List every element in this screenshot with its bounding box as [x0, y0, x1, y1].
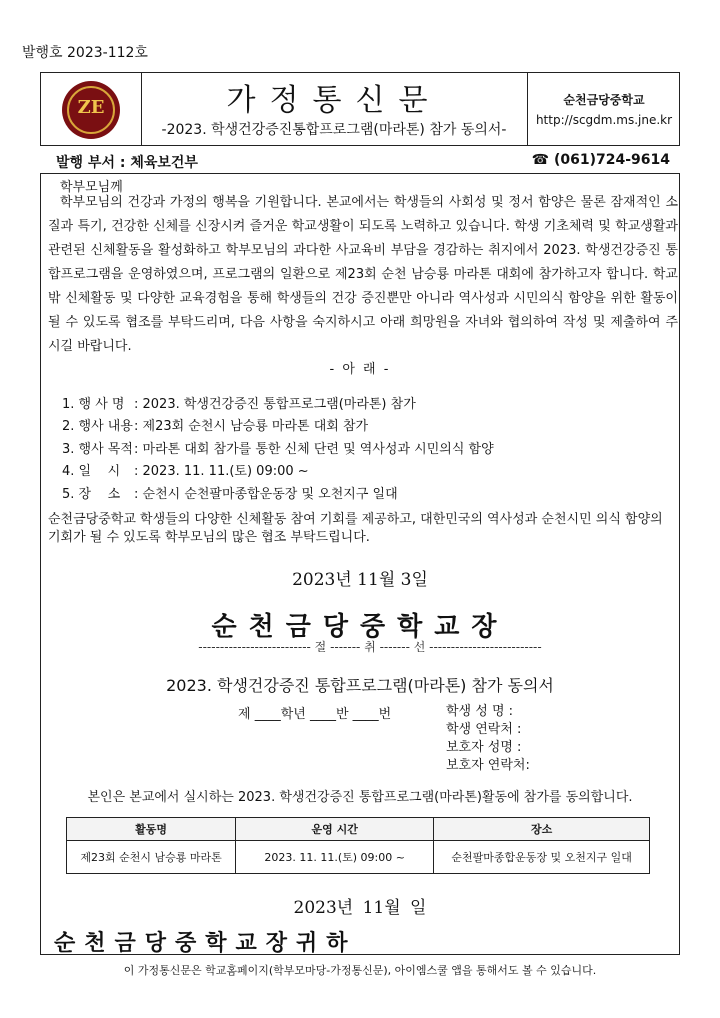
body-paragraph: 학부모님의 건강과 가정의 행복을 기원합니다. 본교에서는 학생들의 사회성 및 정서 함양은 물론 잠재적인 소질과 특기, 건강한 신체를 신장시켜 즐거운 학교생활이 되도록 노력하고 있습니다. 학생 기초체력 및 학교생활과 관련된 신체활동을 활성화하고 학부모님의 과다한 사교육비 부담을 경감하는 취지에서 2023. 학생건강증진 통합프로그램을 운영하였으며, 프로그램의 일환으로 제23회 순천 남승룡 마라톤 대회에 참가하고자 합니다. 학교 밖 신체활동 및 다양한 교육경험을 통해 학생들의 건강 증진뿐만 아니라 역사성과 시민의식 함양을 위한 활동이 될 수 있도록 협조를 부탁드리며, 다음 사항을 숙지하시고 아래 희망원을 자녀와 협의하여 작성 및 제출하여 주시길 바랍니다. — [48, 195, 678, 354]
school-url[interactable]: http://scgdm.ms.jne.kr — [535, 113, 673, 127]
detail-label: 5. 장 소 — [62, 486, 121, 502]
detail-label: 2. 행사 내용 — [62, 419, 133, 435]
table-cell: 순천팔마종합운동장 및 오천지구 일대 — [434, 841, 650, 874]
issuing-department: 발행 부서 : 체육보건부 — [56, 155, 198, 171]
detail-item — [62, 481, 494, 504]
consent-date: 2023년 11월 일 — [293, 898, 427, 918]
detail-value: : 마라톤 대회 참가를 통한 신체 단련 및 역사성과 시민의식 함양 — [134, 441, 494, 457]
detail-item — [62, 436, 494, 459]
phone-number: ☎ (061)724-9614 — [531, 152, 670, 168]
consent-form-title: 2023. 학생건강증진 통합프로그램(마라톤) 참가 동의서 — [166, 676, 554, 695]
event-details — [62, 391, 494, 504]
footer-note: 이 가정통신문은 학교홈페이지(학부모마당-가정통신문), 아이엠스쿨 앱을 통해서도 볼 수 있습니다. — [123, 964, 597, 977]
document-subtitle: -2023. 학생건강증진통합프로그램(마라톤) 참가 동의서- — [161, 122, 507, 138]
detail-value: : 순천시 순천팔마종합운동장 및 오천지구 일대 — [134, 486, 398, 502]
guardian-phone-field[interactable]: 보호자 연락처: — [446, 758, 530, 773]
agreement-statement: 본인은 본교에서 실시하는 2023. 학생건강증진 통합프로그램(마라톤)활동에 참가를 동의합니다. — [87, 790, 633, 805]
detail-value: : 제23회 순천시 남승룡 마라톤 대회 참가 — [134, 419, 369, 435]
activity-table — [66, 817, 650, 874]
recipient-line: 순천금당중학교장귀하 — [54, 931, 357, 956]
detail-item — [62, 459, 494, 482]
detail-label: 1. 행 사 명 — [62, 396, 125, 412]
header-box — [40, 72, 680, 146]
table-header: 장소 — [434, 818, 650, 841]
section-heading: - 아 래 - — [329, 362, 391, 377]
consent-fields — [446, 703, 530, 775]
detail-value: : 2023. 11. 11.(토) 09:00 ~ — [134, 464, 309, 480]
detail-label: 3. 행사 목적 — [62, 441, 133, 457]
table-cell: 제23회 순천시 남승룡 마라톤 — [67, 841, 236, 874]
school-logo — [62, 81, 120, 139]
greeting: 학부모님께 — [60, 180, 123, 195]
issue-date: 2023년 11월 3일 — [292, 570, 428, 590]
detail-item — [62, 414, 494, 437]
note-paragraph: 순천금당중학교 학생들의 다양한 신체활동 참여 기회를 제공하고, 대한민국의 역사성과 순천시민 의식 함양의 기회가 될 수 있도록 학부모님의 많은 협조 부탁드립니다. — [48, 512, 663, 545]
table-header: 활동명 — [67, 818, 236, 841]
detail-value: : 2023. 학생건강증진 통합프로그램(마라톤) 참가 — [134, 396, 416, 412]
student-class-field[interactable]: 제 ____학년 ____반 ____번 — [238, 707, 392, 722]
student-name-field[interactable]: 학생 성 명 : — [446, 704, 514, 719]
logo-cell — [41, 73, 142, 145]
cut-line: -------------------------- 절 ------- 취 ------- 선 -------------------------- — [198, 640, 542, 654]
document-title: 가정통신문 — [226, 83, 442, 118]
table-row — [67, 841, 650, 874]
issue-number: 발행호 2023-112호 — [22, 45, 148, 61]
detail-item — [62, 391, 494, 414]
table-cell: 2023. 11. 11.(토) 09:00 ~ — [236, 841, 434, 874]
guardian-name-field[interactable]: 보호자 성명 : — [446, 740, 522, 755]
table-header: 운영 시간 — [236, 818, 434, 841]
principal-signature: 순천금당중학교장 — [211, 612, 509, 642]
detail-label: 4. 일 시 — [62, 464, 121, 480]
table-header-row — [67, 818, 650, 841]
school-cell — [527, 73, 680, 145]
logo-mark: ZE — [77, 97, 105, 118]
student-phone-field[interactable]: 학생 연락처 : — [446, 722, 522, 737]
title-cell — [141, 73, 527, 145]
school-name: 순천금당중학교 — [563, 93, 645, 107]
